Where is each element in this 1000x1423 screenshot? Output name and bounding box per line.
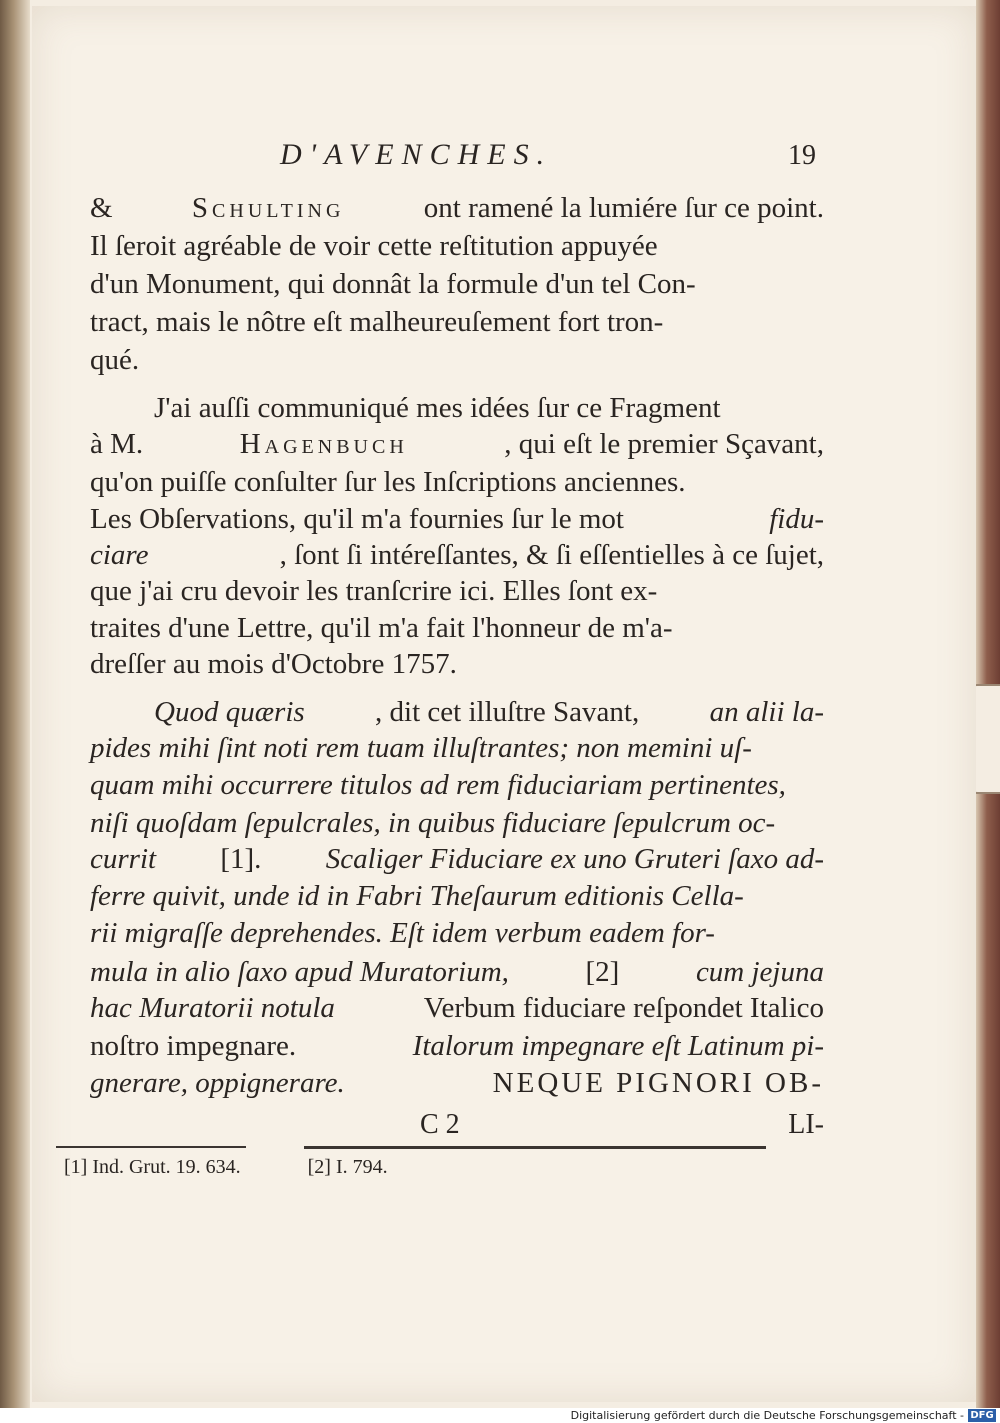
text-line: currit [1]. Scaliger Fiduciare ex uno Gruteri ſaxo ad- xyxy=(90,843,824,875)
text-line: Les Obſervations, qu'il m'a fournies ſur le mot fidu- xyxy=(90,503,824,535)
text-line: traites d'une Lettre, qu'il m'a fait l'honneur de m'a- xyxy=(90,612,673,644)
text-line: gnerare, oppignerare. NEQUE PIGNORI OB- xyxy=(90,1067,824,1099)
text-line: ferre quivit, unde id in Fabri Theſaurum editionis Cella- xyxy=(90,880,744,912)
running-head-title: D'AVENCHES. xyxy=(280,138,553,171)
running-head xyxy=(90,138,824,178)
text-line: qu'on puiſſe conſulter ſur les Inſcriptions anciennes. xyxy=(90,466,686,498)
text-line: & Schulting ont ramené la lumiére ſur ce point. xyxy=(90,192,824,224)
text-line: qué. xyxy=(90,344,140,376)
text-line: Il ſeroit agréable de voir cette reſtitution appuyée xyxy=(90,230,658,262)
text-line: rii migraſſe deprehendes. Eſt idem verbum eadem for- xyxy=(90,917,715,949)
text-line: tract, mais le nôtre eſt malheureuſement fort tron- xyxy=(90,306,664,338)
book-binding xyxy=(0,0,30,1408)
text-line: à M. Hagenbuch , qui eſt le premier Sçavant, xyxy=(90,428,824,460)
text-line: d'un Monument, qui donnât la formule d'un tel Con- xyxy=(90,268,696,300)
footer-bar xyxy=(0,1408,1000,1423)
signature-mark: C 2 xyxy=(420,1109,460,1140)
footnote-rule-short xyxy=(56,1146,246,1148)
funding-credit: Digitalisierung gefördert durch die Deutsche Forschungsgemeinschaft - xyxy=(570,1409,964,1422)
text-line: ciare , ſont ſi intéreſſantes, & ſi eſſentielles à ce ſujet, xyxy=(90,539,824,571)
text-line: quam mihi occurrere titulos ad rem fiduciariam pertinentes, xyxy=(90,769,786,801)
text-line: Quod quæris , dit cet illuſtre Savant, an alii la- xyxy=(154,696,824,728)
text-line: hac Muratorii notula Verbum fiduciare reſpondet Italico xyxy=(90,992,824,1024)
text-line: dreſſer au mois d'Octobre 1757. xyxy=(90,648,457,680)
text-line: pides mihi ſint noti rem tuam illuſtrantes; non memini uſ- xyxy=(90,732,752,764)
text-line: niſi quoſdam ſepulcrales, in quibus fiduciare ſepulcrum oc- xyxy=(90,807,776,839)
book-page xyxy=(32,6,976,1402)
footnotes xyxy=(64,1156,450,1179)
footnote-rule-long xyxy=(304,1146,766,1149)
page-number: 19 xyxy=(788,140,816,171)
text-line: noſtro impegnare. Italorum impegnare eſt Latinum pi- xyxy=(90,1030,824,1062)
signature-line xyxy=(90,1109,824,1145)
text-line: mula in alio ſaxo apud Muratorium, [2] cum jejuna xyxy=(90,956,824,988)
catchword: LI- xyxy=(788,1109,824,1140)
text-line: J'ai auſſi communiqué mes idées ſur ce Fragment xyxy=(154,392,721,424)
text-line: que j'ai cru devoir les tranſcrire ici. Elles ſont ex- xyxy=(90,575,658,607)
dfg-logo: DFG xyxy=(968,1409,996,1422)
footnote-2: [2] I. 794. xyxy=(307,1156,388,1178)
footnote-1: [1] Ind. Grut. 19. 634. xyxy=(64,1156,241,1178)
